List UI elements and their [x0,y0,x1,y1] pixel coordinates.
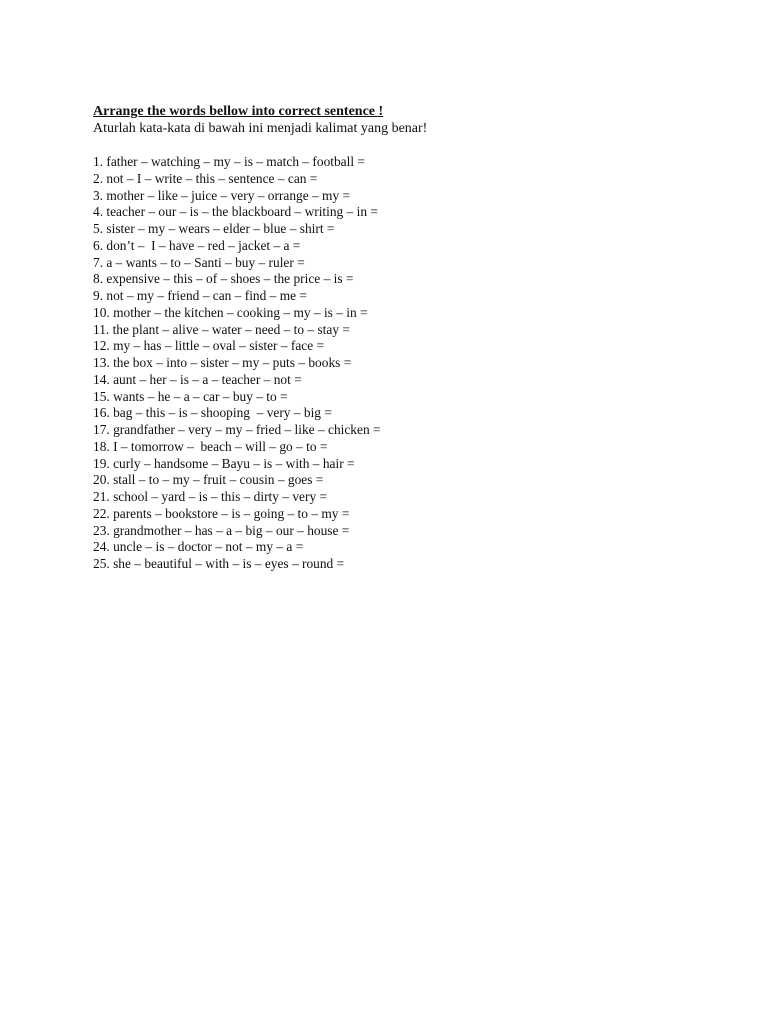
exercise-item: 7. a – wants – to – Santi – buy – ruler = [93,254,305,270]
exercise-item: 15. wants – he – a – car – buy – to = [93,388,288,404]
worksheet-content [93,103,733,573]
worksheet-title: Arrange the words bellow into correct sentence ! [93,104,384,119]
exercise-item: 6. don’t – I – have – red – jacket – a = [93,237,301,253]
exercise-item: 3. mother – like – juice – very – orrange – my = [93,187,351,203]
exercise-item: 22. parents – bookstore – is – going – to – my = [93,505,350,521]
exercise-item: 8. expensive – this – of – shoes – the price – is = [93,271,354,287]
exercise-item: 21. school – yard – is – this – dirty – very = [93,489,328,504]
exercise-item: 9. not – my – friend – can – find – me = [93,288,307,303]
exercise-item: 10. mother – the kitchen – cooking – my – is – in = [93,304,368,320]
exercise-item: 16. bag – this – is – shooping – very – big = [93,405,332,421]
exercise-list [93,154,733,573]
exercise-item: 12. my – has – little – oval – sister – face = [93,338,325,354]
exercise-item: 14. aunt – her – is – a – teacher – not = [93,371,302,387]
exercise-item: 17. grandfather – very – my – fried – like – chicken = [93,422,381,437]
exercise-item: 24. uncle – is – doctor – not – my – a = [93,539,304,555]
worksheet-subtitle: Aturlah kata-kata di bawah ini menjadi kalimat yang benar! [93,121,428,136]
exercise-item: 5. sister – my – wears – elder – blue – shirt = [93,221,335,236]
exercise-item: 19. curly – handsome – Bayu – is – with – hair = [93,455,355,471]
exercise-item: 25. she – beautiful – with – is – eyes – round = [93,556,345,571]
exercise-item: 4. teacher – our – is – the blackboard – writing – in = [93,204,378,220]
exercise-item: 1. father – watching – my – is – match – football = [93,154,365,169]
exercise-item: 20. stall – to – my – fruit – cousin – goes = [93,472,324,488]
exercise-item: 23. grandmother – has – a – big – our – house = [93,522,350,538]
exercise-item: 13. the box – into – sister – my – puts – books = [93,355,352,370]
exercise-item: 2. not – I – write – this – sentence – can = [93,170,318,186]
exercise-item: 18. I – tomorrow – beach – will – go – to = [93,438,328,454]
exercise-item: 11. the plant – alive – water – need – to – stay = [93,321,350,337]
